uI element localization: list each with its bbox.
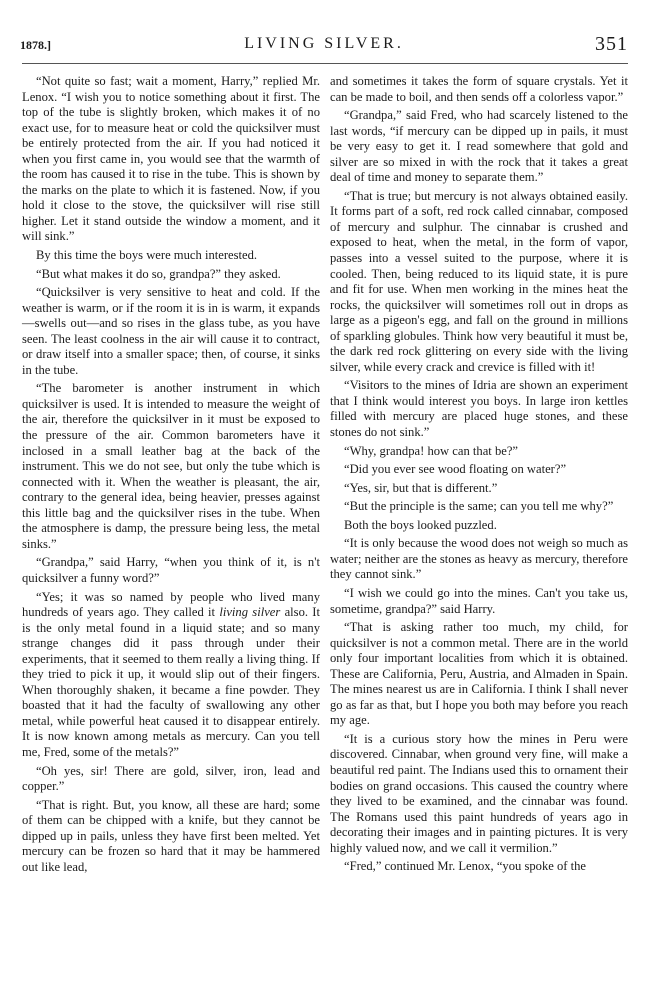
paragraph: “Visitors to the mines of Idria are shown an experiment that I think would interest you boys. In large iron kettles filled with mercury are placed huge stones, and these stones do not sink.” — [330, 378, 628, 440]
paragraph: “Oh yes, sir! There are gold, silver, iron, lead and copper.” — [22, 763, 320, 794]
paragraph: “That is right. But, you know, all these are hard; some of them can be chipped with a knife, but they cannot be dipped up in pails, unless they have first been melted. Yet mercury can be frozen so hard that it may be hammered out like lead, — [22, 797, 320, 874]
paragraph: “Did you ever see wood floating on water?” — [344, 462, 567, 477]
emphasis: living silver — [219, 605, 281, 620]
issue-date: 1878.] — [20, 38, 51, 52]
page-number: 351 — [595, 33, 628, 55]
paragraph: “That is true; but mercury is not always obtained easily. It forms part of a soft, red rock called cinnabar, composed of mercury and sulphur. The cinnabar is crushed and exposed to heat, when the metal, in the form of vapor, passes into a vessel suited to the purpose, where it is cooled. Then, being reduced to its liquid state, it is pure and fit for use. When men working in the mines heat the rocks, the quicksilver will sometimes roll out in drops as large as a pigeon's egg, and fall on the ground in millions of sparkling globules. Think how very beautiful it must be, the dark red rock glittering on every side with the living silver, while every crack and crevice is filled with it! — [330, 188, 628, 374]
paragraph-continued: and sometimes it takes the form of square crystals. Yet it can be made to boil, and then sends off a colorless vapor.” — [330, 74, 628, 104]
paragraph: By this time the boys were much interested. — [36, 248, 258, 263]
paragraph: Both the boys looked puzzled. — [344, 517, 497, 532]
running-title: LIVING SILVER. — [244, 35, 404, 52]
paragraph: “Grandpa,” said Harry, “when you think of it, is n't quicksilver a funny word?” — [22, 555, 320, 585]
paragraph: “That is asking rather too much, my child, for quicksilver is not a common metal. There are in the world only four important localities from which it is obtained. These are California, Peru, Austria, and Almaden in Spain. The mines nearest us are in California. I think I shall never go as far as that, but I hope you both may before you reach my age. — [330, 620, 628, 728]
paragraph: “Not quite so fast; wait a moment, Harry,” replied Mr. Lenox. “I wish you to notice something about it first. The top of the tube is slightly broken, which makes it of no exact use, for to measure heat or cold the quicksilver must be entirely protected from the air. If you had noticed it when you first came in, you would see that the warmth of the room has caused it to rise in the tube. This is shown by the marks on the plate to which it is fastened. Now, if you hold it close to the stove, the quicksilver will rise still higher. Let it stand outside the window a moment, and it will sink.” — [22, 74, 320, 244]
paragraph: “But the principle is the same; can you tell me why?” — [344, 499, 614, 514]
right-column — [330, 74, 628, 875]
paragraph: “I wish we could go into the mines. Can't you take us, sometime, grandpa?” said Harry. — [330, 585, 628, 616]
paragraph: “The barometer is another instrument in which quicksilver is used. It is intended to measure the weight of the air, therefore the quicksilver in it must be exposed to the pressure of the air. Common barometers have it inclosed in a small leather bag at the back of the instrument. This we do not see, but only the tube which is connected with it. When the weather is pleasant, the air, contrary to the general idea, being heavier, presses against this little bag and the quicksilver rises in the tube. When the atmosphere is damp, the pressure being less, the metal sinks.” — [22, 381, 320, 551]
paragraph: “Quicksilver is very sensitive to heat and cold. If the weather is warm, or if the room it is in is warm, it expands—swells out—and so rises in the glass tube, as you have seen. The least coolness in the air will cause it to contract, or draw itself into a smaller space; then, of course, it sinks in the tube. — [22, 285, 320, 377]
paragraph: “But what makes it do so, grandpa?” they asked. — [36, 266, 281, 281]
paragraph: “It is only because the wood does not weigh so much as water; neither are the stones as heavy as mercury, therefore they cannot sink.” — [330, 536, 628, 582]
header-rule — [22, 63, 628, 64]
running-header — [20, 34, 628, 60]
paragraph: “It is a curious story how the mines in Peru were discovered. Cinnabar, when ground very fine, will make a beautiful red paint. The Indians used this to ornament their bodies on grand occasions. This caused the country where they lived to be examined, and the cinnabar was found. The Romans used this paint hundreds of years ago in decorating their images and in painting pictures. It is very highly valued now, and we call it vermilion.” — [330, 731, 628, 855]
paragraph: “Why, grandpa! how can that be?” — [344, 443, 519, 458]
paragraph: “Yes, sir, but that is different.” — [344, 480, 498, 495]
paragraph: “Grandpa,” said Fred, who had scarcely listened to the last words, “if mercury can be dipped up in pails, it must be very easy to get it. I read somewhere that gold and silver are so mixed in with the rock that it takes a great deal of time and money to separate them.” — [330, 108, 628, 185]
paragraph: “Fred,” continued Mr. Lenox, “you spoke of the — [344, 859, 587, 874]
paragraph-living-silver: “Yes; it was so named by people who lived many hundreds of years ago. They called it living silver also. It is the only metal found in a liquid state; and so many strange changes did it pass through under their experiments, that it seemed to them really a living thing. If they tried to pick it up, it would slip out of their fingers. When thoroughly shaken, it became a fine powder. They boasted that it had the faculty of swallowing any other metal, while powerful heat caused it to disappear entirely. It is now known among metals as mercury. Can you tell me, Fred, some of the metals?” — [22, 589, 320, 759]
left-column — [22, 74, 320, 875]
